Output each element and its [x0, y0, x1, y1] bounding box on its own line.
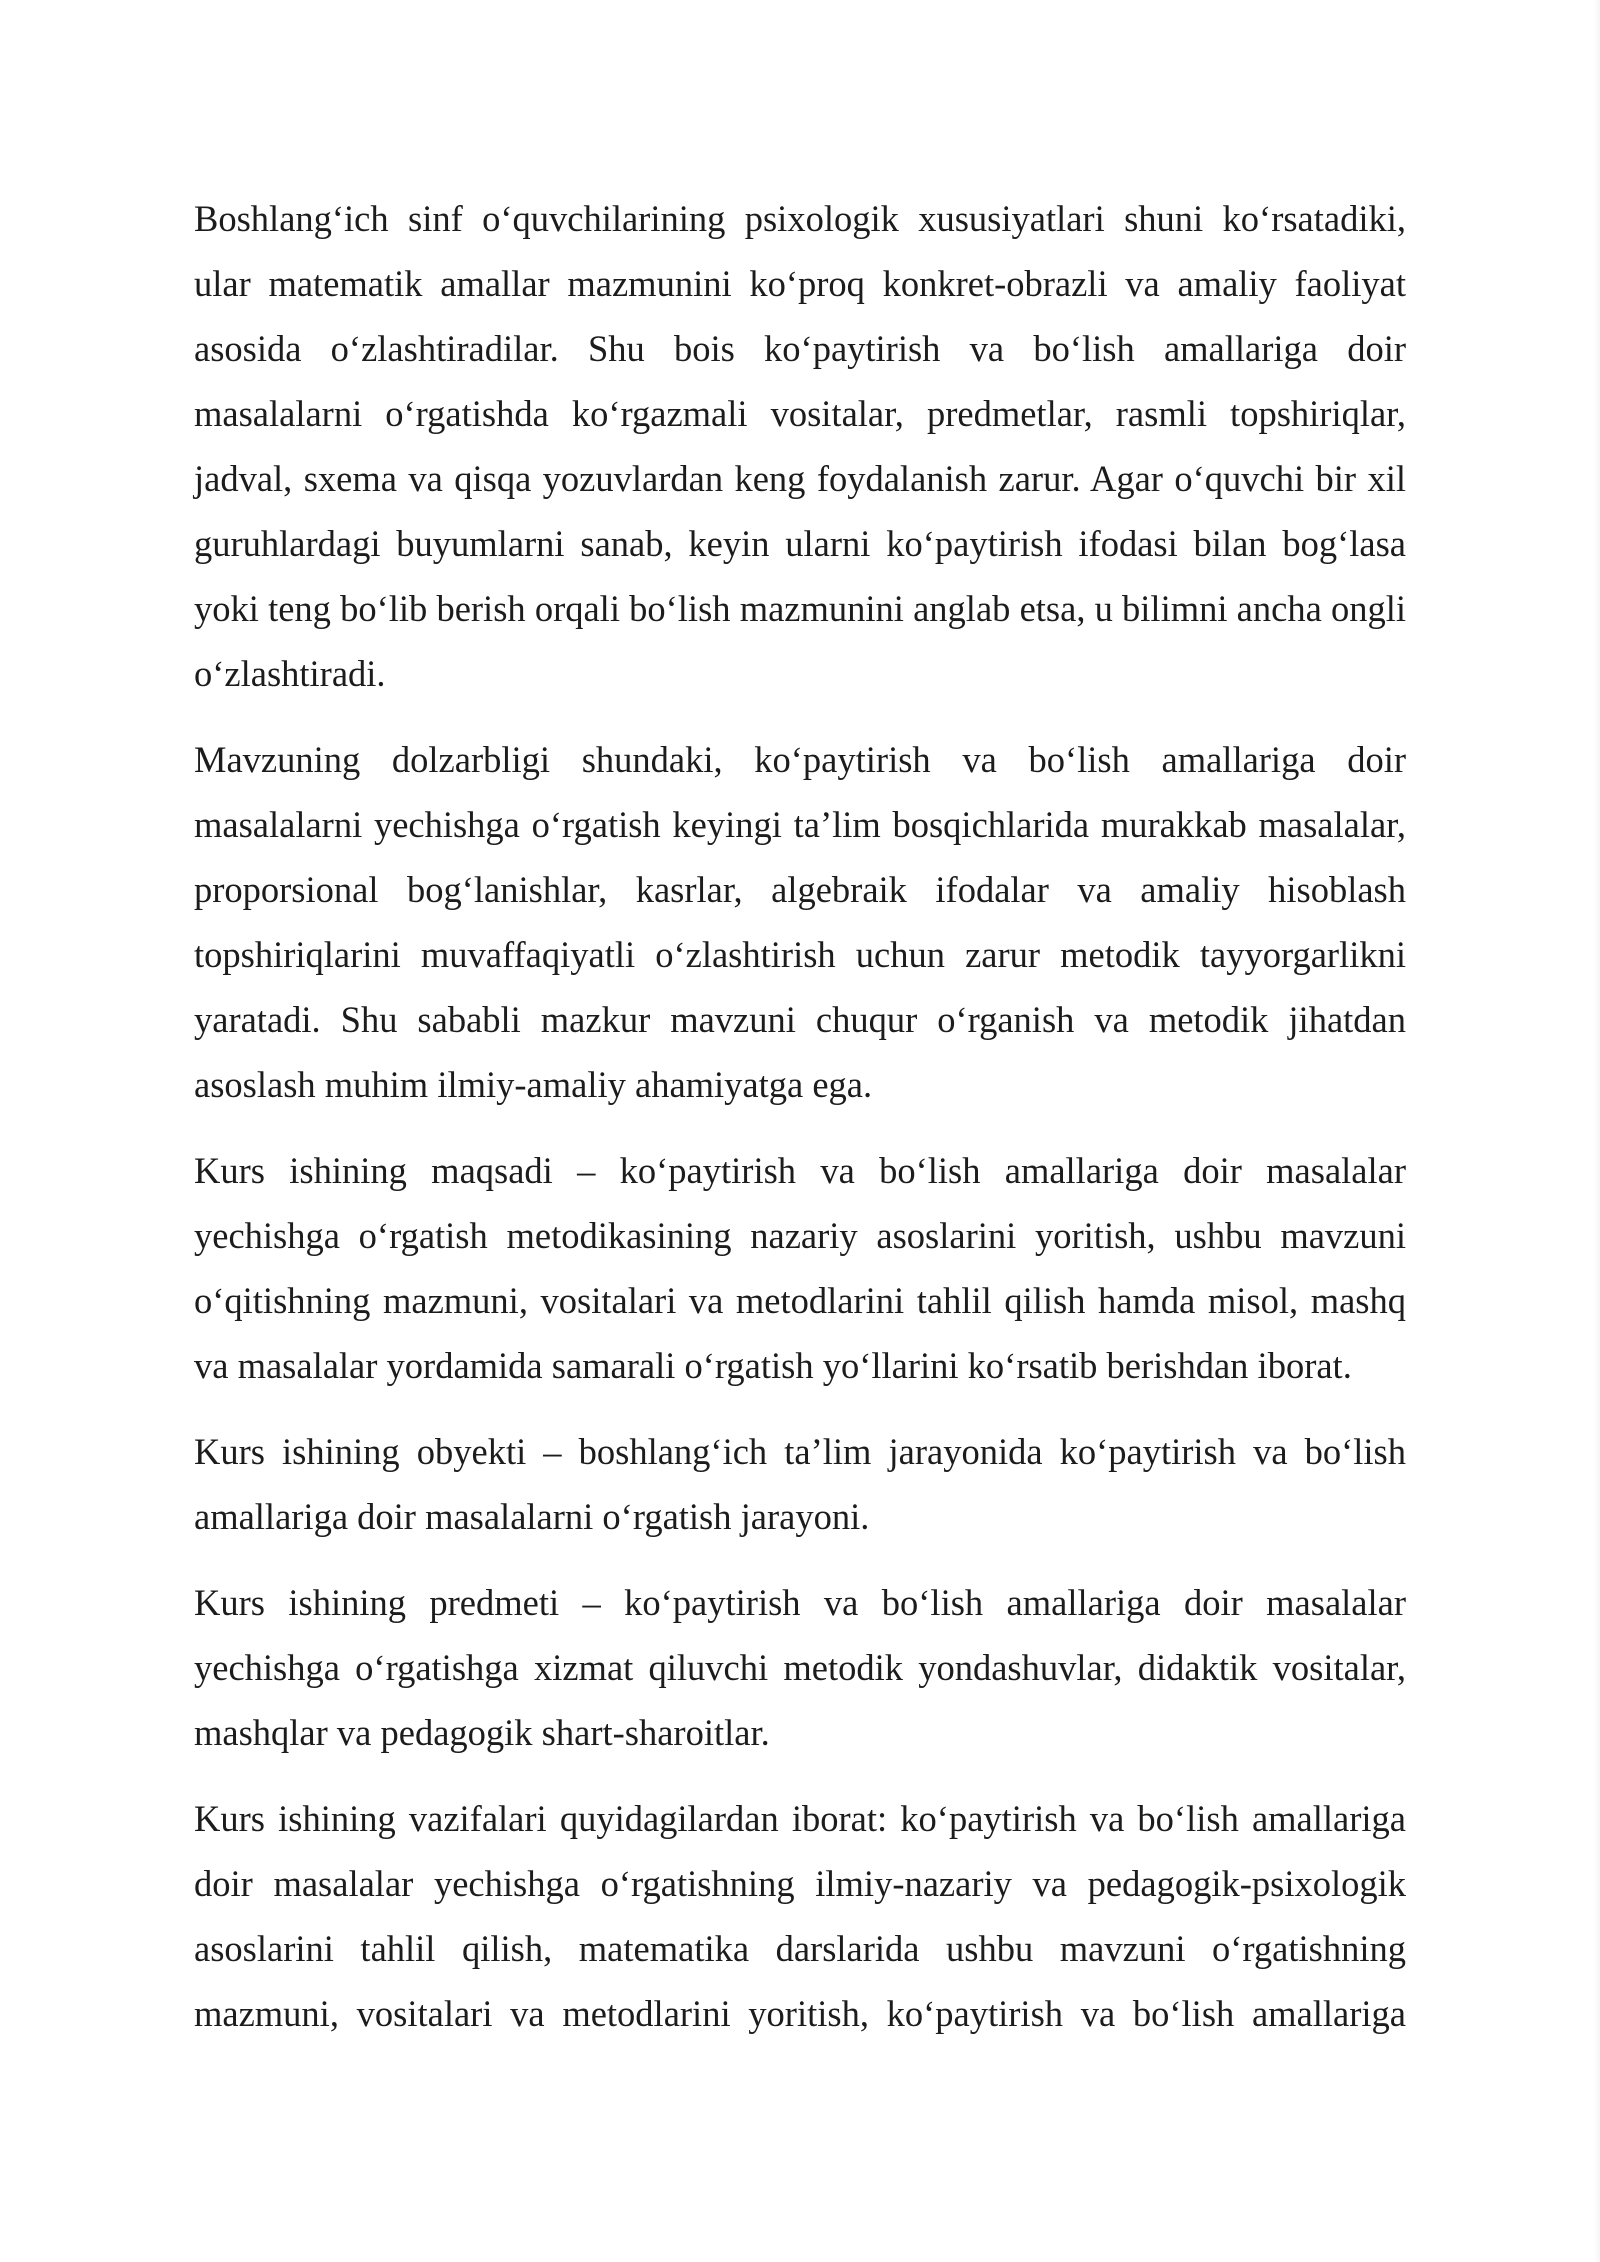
paragraph-object: Kurs ishining obyekti – boshlang‘ich ta’lim jarayonida ko‘paytirish va bo‘lish amallariga doir masalalarni o‘rgatish jarayoni. [194, 1431, 1406, 1537]
paragraph-subject: Kurs ishining predmeti – ko‘paytirish va bo‘lish amallariga doir masalalar yechishga o‘rgatishga xizmat qiluvchi metodik yondashuvlar, didaktik vositalar, mashqlar va pedagogik shart-sharoitlar. [194, 1582, 1406, 1753]
page-edge-shadow [1594, 0, 1600, 2262]
document-body [194, 186, 1406, 2046]
paragraph-goal: Kurs ishining maqsadi – ko‘paytirish va bo‘lish amallariga doir masalalar yechishga o‘rgatish metodikasining nazariy asoslarini yoritish, ushbu mavzuni o‘qitishning mazmuni, vositalari va metodlarini tahlil qilish hamda misol, mashq va masalalar yordamida samarali o‘rgatish yo‘llarini ko‘rsatib berishdan iborat. [194, 1150, 1406, 1386]
paragraph-tasks: Kurs ishining vazifalari quyidagilardan iborat: ko‘paytirish va bo‘lish amallariga doir masalalar yechishga o‘rgatishning ilmiy-nazariy va pedagogik-psixologik asoslarini tahlil qilish, matematika darslarida ushbu mavzuni o‘rgatishning mazmuni, vositalari va metodlarini yoritish, ko‘paytirish va bo‘lish amallariga [194, 1798, 1406, 2034]
paragraph-psychology: Boshlang‘ich sinf o‘quvchilarining psixologik xususiyatlari shuni ko‘rsatadiki, ular matematik amallar mazmunini ko‘proq konkret-obrazli va amaliy faoliyat asosida o‘zlashtiradilar. Shu bois ko‘paytirish va bo‘lish amallariga doir masalalarni o‘rgatishda ko‘rgazmali vositalar, predmetlar, rasmli topshiriqlar, jadval, sxema va qisqa yozuvlardan keng foydalanish zarur. Agar o‘quvchi bir xil guruhlardagi buyumlarni sanab, keyin ularni ko‘paytirish ifodasi bilan bog‘lasa yoki teng bo‘lib berish orqali bo‘lish mazmunini anglab etsa, u bilimni ancha ongli o‘zlashtiradi. [194, 198, 1406, 694]
paragraph-relevance: Mavzuning dolzarbligi shundaki, ko‘paytirish va bo‘lish amallariga doir masalalarni yechishga o‘rgatish keyingi ta’lim bosqichlarida murakkab masalalar, proporsional bog‘lanishlar, kasrlar, algebraik ifodalar va amaliy hisoblash topshiriqlarini muvaffaqiyatli o‘zlashtirish uchun zarur metodik tayyorgarlikni yaratadi. Shu sababli mazkur mavzuni chuqur o‘rganish va metodik jihatdan asoslash muhim ilmiy-amaliy ahamiyatga ega. [194, 739, 1406, 1105]
